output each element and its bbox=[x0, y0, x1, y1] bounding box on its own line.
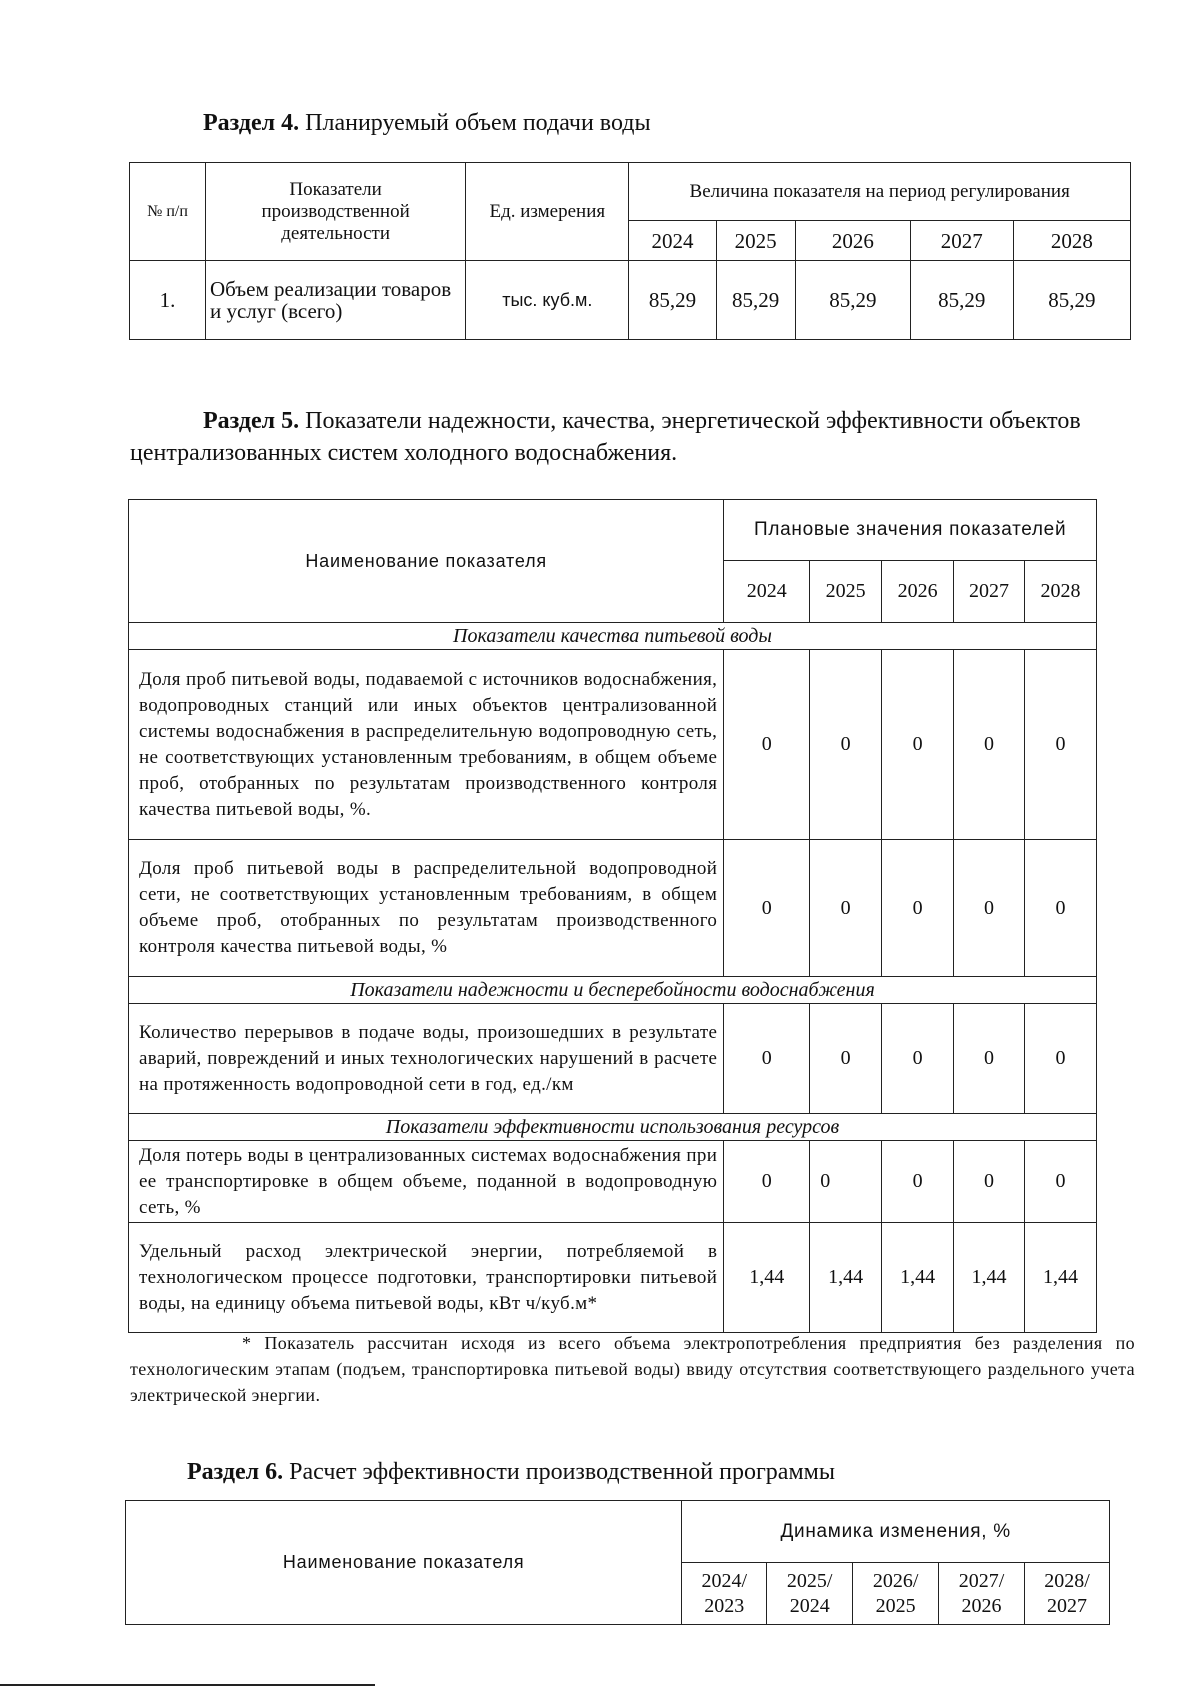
year-header: 2027 bbox=[954, 561, 1025, 623]
year-header: 2026 bbox=[795, 221, 910, 261]
plan-value: 0 bbox=[724, 1004, 810, 1114]
header-indicator-name: Наименование показателя bbox=[126, 1501, 682, 1625]
plan-value: 0 bbox=[724, 1141, 810, 1223]
year-header: 2028 bbox=[1025, 561, 1097, 623]
period-header bbox=[682, 1563, 767, 1625]
section-6-title: Расчет эффективности производственной программы bbox=[289, 1459, 835, 1485]
plan-value: 0 bbox=[954, 1141, 1025, 1223]
plan-value: 0 bbox=[882, 1004, 954, 1114]
header-row-number: № п/п bbox=[130, 163, 206, 261]
plan-value: 0 bbox=[882, 650, 954, 840]
header-indicator-name: Наименование показателя bbox=[129, 500, 724, 623]
indicator-description: Количество перерывов в подаче воды, произошедших в результате аварий, повреждений и иных технологических нарушений в расчете на протяженность водопроводной сети в год, ед./км bbox=[129, 1004, 724, 1114]
plan-value: 0 bbox=[954, 650, 1025, 840]
plan-value: 0 bbox=[810, 840, 882, 977]
table-row bbox=[129, 1141, 1097, 1223]
table-row bbox=[130, 261, 1131, 340]
plan-value: 0 bbox=[954, 840, 1025, 977]
section-6-heading bbox=[187, 1457, 835, 1487]
plan-value: 1,44 bbox=[724, 1223, 810, 1333]
row-value: 85,29 bbox=[629, 261, 716, 340]
year-header: 2024 bbox=[724, 561, 810, 623]
year-header: 2027 bbox=[910, 221, 1013, 261]
footnote: * Показатель рассчитан исходя из всего объема электропотребления предприятия без разделения по технологическим этапам (подъем, транспортировка питьевой воды) ввиду отсутствия соответствующего раздельного учета электрической энергии. bbox=[130, 1333, 1135, 1405]
period-header bbox=[767, 1563, 853, 1625]
year-header: 2025 bbox=[716, 221, 795, 261]
period-top: 2028/ bbox=[1044, 1569, 1090, 1592]
indicator-description: Доля проб питьевой воды в распределительной водопроводной сети, не соответствующих установленным требованиям, в общем объеме проб, отобранных по результатам производственного контроля качества питьевой воды, % bbox=[129, 840, 724, 977]
period-bottom: 2026 bbox=[961, 1594, 1002, 1617]
section-6-label: Раздел 6. bbox=[187, 1459, 284, 1485]
year-header: 2026 bbox=[882, 561, 954, 623]
year-header: 2024 bbox=[629, 221, 716, 261]
section-5-heading bbox=[130, 405, 1150, 469]
category-row: Показатели качества питьевой воды bbox=[129, 623, 1097, 650]
plan-value: 1,44 bbox=[954, 1223, 1025, 1333]
reliability-quality-table bbox=[128, 499, 1097, 1333]
plan-value: 0 bbox=[954, 1004, 1025, 1114]
plan-value: 1,44 bbox=[1025, 1223, 1097, 1333]
header-indicator: Показатели производственной деятельности bbox=[205, 163, 465, 261]
table-row bbox=[129, 840, 1097, 977]
header-period: Величина показателя на период регулирования bbox=[629, 163, 1131, 221]
row-unit: тыс. куб.м. bbox=[466, 261, 629, 340]
period-bottom: 2024 bbox=[789, 1594, 830, 1617]
period-bottom: 2023 bbox=[704, 1594, 745, 1617]
plan-value: 0 bbox=[810, 1141, 882, 1223]
indicator-description: Доля проб питьевой воды, подаваемой с источников водоснабжения, водопроводных станций или иных объектов централизованной системы водоснабжения в распределительную водопроводную сеть, не соответствующих установленным требованиям, в общем объеме проб, отобранных по результатам производственного контроля качества питьевой воды, %. bbox=[129, 650, 724, 840]
indicator-description: Доля потерь воды в централизованных системах водоснабжения при ее транспортировке в общем объеме, поданной в водопроводную сеть, % bbox=[129, 1141, 724, 1223]
header-unit: Ед. измерения bbox=[466, 163, 629, 261]
period-header bbox=[939, 1563, 1025, 1625]
footer-rule bbox=[0, 1684, 375, 1686]
plan-value: 0 bbox=[724, 650, 810, 840]
table-row bbox=[129, 1004, 1097, 1114]
plan-value: 0 bbox=[1025, 840, 1097, 977]
period-header bbox=[1025, 1563, 1110, 1625]
plan-value: 0 bbox=[724, 840, 810, 977]
program-efficiency-table bbox=[125, 1500, 1110, 1625]
plan-value: 0 bbox=[1025, 1141, 1097, 1223]
period-bottom: 2027 bbox=[1047, 1594, 1087, 1617]
row-value: 85,29 bbox=[716, 261, 795, 340]
period-top: 2025/ bbox=[786, 1569, 833, 1592]
header-plan-values: Плановые значения показателей bbox=[724, 500, 1097, 561]
plan-value: 1,44 bbox=[810, 1223, 882, 1333]
row-value: 85,29 bbox=[910, 261, 1013, 340]
header-dynamics: Динамика изменения, % bbox=[682, 1501, 1110, 1563]
period-header bbox=[853, 1563, 939, 1625]
plan-value: 0 bbox=[882, 840, 954, 977]
plan-value: 0 bbox=[1025, 1004, 1097, 1114]
category-row: Показатели надежности и бесперебойности водоснабжения bbox=[129, 977, 1097, 1004]
plan-value: 0 bbox=[810, 650, 882, 840]
period-top: 2026/ bbox=[872, 1569, 919, 1592]
table-row bbox=[129, 1223, 1097, 1333]
row-value: 85,29 bbox=[1013, 261, 1130, 340]
year-header: 2025 bbox=[810, 561, 882, 623]
period-top: 2024/ bbox=[701, 1569, 748, 1592]
plan-value: 1,44 bbox=[882, 1223, 954, 1333]
period-bottom: 2025 bbox=[875, 1594, 916, 1617]
row-value: 85,29 bbox=[795, 261, 910, 340]
year-header: 2028 bbox=[1013, 221, 1130, 261]
category-row: Показатели эффективности использования ресурсов bbox=[129, 1114, 1097, 1141]
section-4-title: Планируемый объем подачи воды bbox=[305, 110, 651, 136]
plan-value: 0 bbox=[810, 1004, 882, 1114]
plan-value: 0 bbox=[1025, 650, 1097, 840]
plan-value: 0 bbox=[882, 1141, 954, 1223]
row-number: 1. bbox=[130, 261, 206, 340]
water-supply-volume-table bbox=[129, 162, 1131, 340]
indicator-description: Удельный расход электрической энергии, потребляемой в технологическом процессе подготовки, транспортировки питьевой воды, на единицу объема питьевой воды, кВт ч/куб.м* bbox=[129, 1223, 724, 1333]
period-top: 2027/ bbox=[958, 1569, 1005, 1592]
section-4-heading bbox=[203, 108, 651, 138]
row-indicator-name: Объем реализации товаров и услуг (всего) bbox=[205, 261, 465, 340]
section-4-label: Раздел 4. bbox=[203, 110, 300, 136]
table-row bbox=[129, 650, 1097, 840]
section-5-label: Раздел 5. bbox=[203, 408, 300, 434]
section-5-title: Показатели надежности, качества, энергетической эффективности объектов централизованных систем холодного водоснабжения. bbox=[130, 408, 1081, 466]
